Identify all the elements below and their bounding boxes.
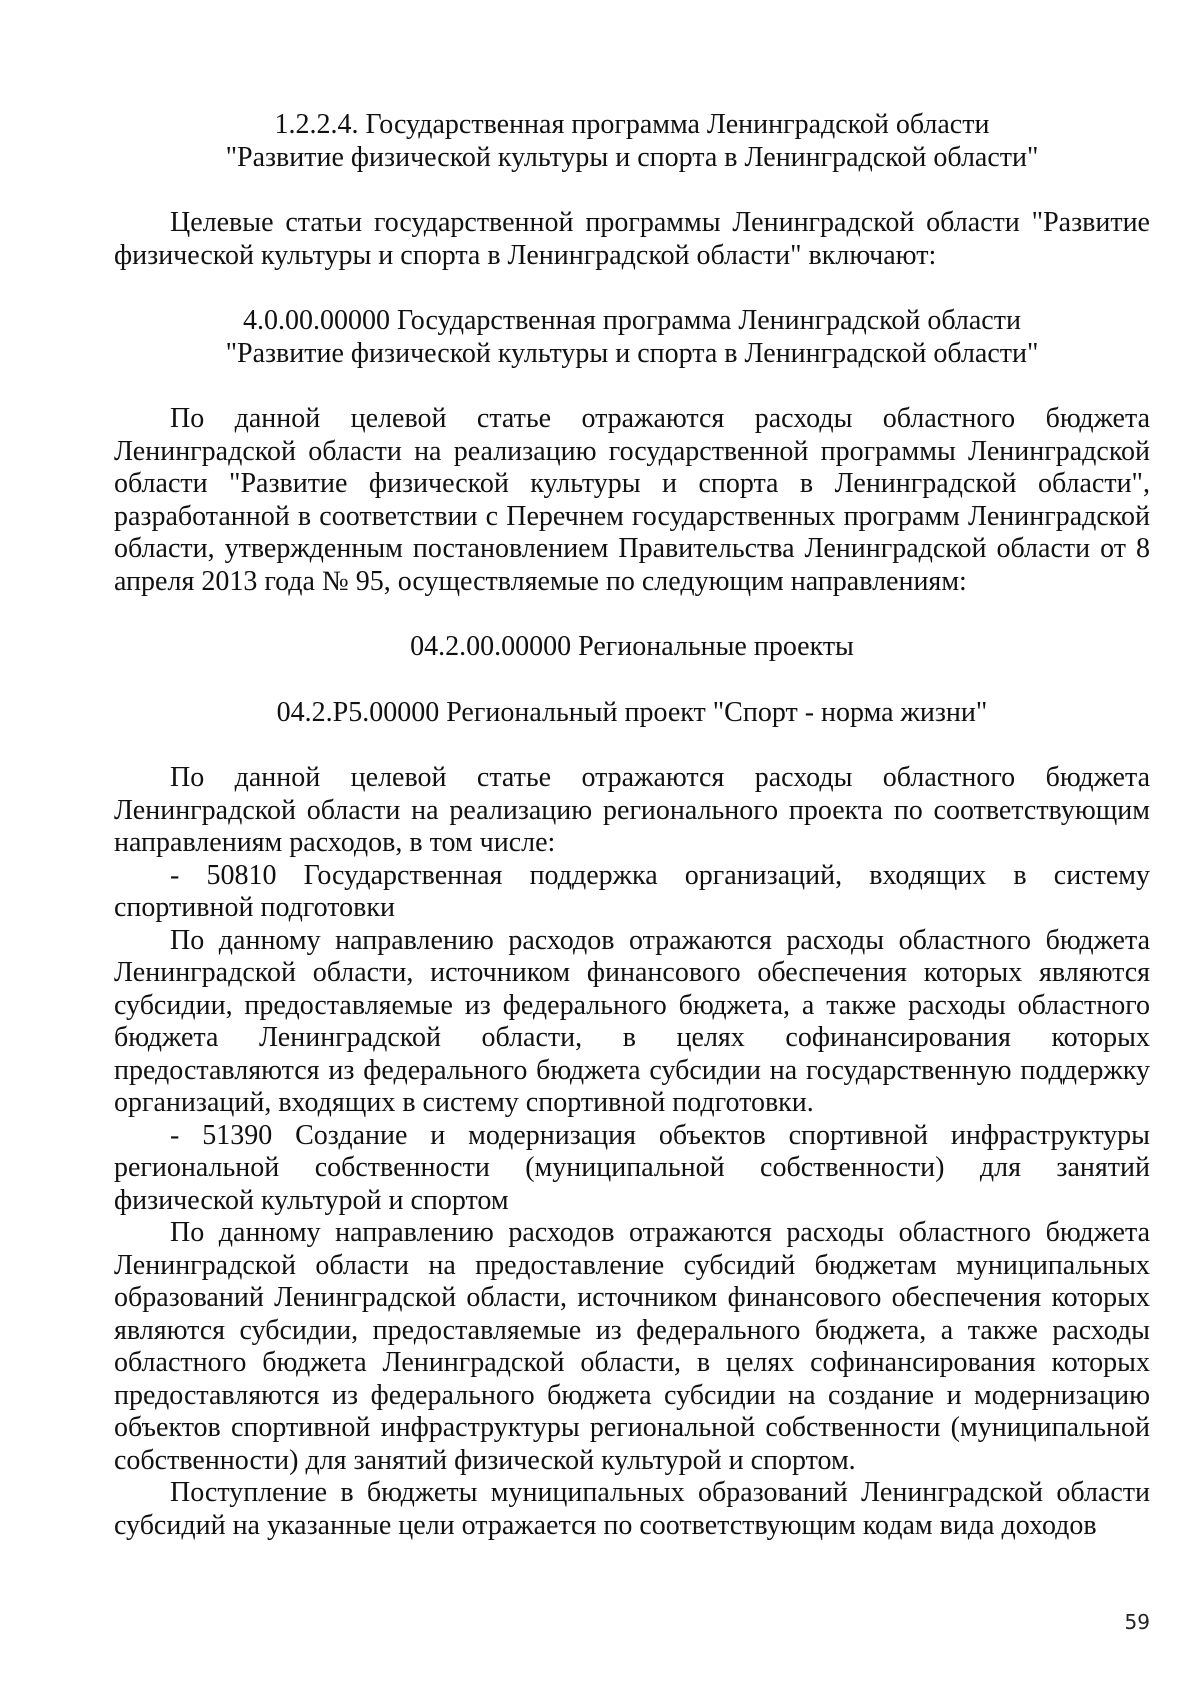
spacer (114, 272, 1150, 305)
spacer (114, 729, 1150, 762)
expense-item-50810: - 50810 Государственная поддержка организаций, входящих в систему спортивной подготовки (114, 859, 1150, 923)
spacer (114, 174, 1150, 207)
expense-item-51390: - 51390 Создание и модернизация объектов спортивной инфраструктуры региональной собственности (муниципальной собственности) для занятий физической культурой и спортом (114, 1119, 1150, 1216)
spacer (114, 664, 1150, 697)
project-heading: 04.2.P5.00000 Региональный проект "Спорт - норма жизни" (276, 696, 988, 728)
project-paragraph: По данной целевой статье отражаются расходы областного бюджета Ленинградской области на реализацию регионального проекта по соответствующим направлениям расходов, в том числе: (114, 762, 1150, 858)
expense-item-51390-description: По данному направлению расходов отражаются расходы областного бюджета Ленинградской области на предоставление субсидий бюджетам муниципальных образований Ленинградской области, источником финансового обеспечения которых являются субсидии, предоставляемые из федерального бюджета, а также расходы областного бюджета Ленинградской области, в целях софинансирования которых предоставляются из федерального бюджета субсидии на создание и модернизацию объектов спортивной инфраструктуры региональной собственности (муниципальной собственности) для занятий физической культурой и спортом. (114, 1217, 1150, 1476)
spacer (114, 370, 1150, 403)
section-heading (114, 109, 1150, 174)
regional-projects-heading: 04.2.00.00000 Региональные проекты (410, 631, 854, 662)
section-heading-line-1: 1.2.2.4. Государственная программа Ленинградской области (274, 109, 990, 140)
spacer (114, 598, 1150, 631)
page-body (114, 109, 1150, 1542)
section-heading-line-2: "Развитие физической культуры и спорта в Ленинградской области" (225, 141, 1039, 173)
program-heading (114, 305, 1150, 370)
expense-item-50810-description: По данному направлению расходов отражаются расходы областного бюджета Ленинградской области, источником финансового обеспечения которых являются субсидии, предоставляемые из федерального бюджета, а также расходы областного бюджета Ленинградской области, в целях софинансирования которых предоставляются из федерального бюджета субсидии на государственную поддержку организаций, входящих в систему спортивной подготовки. (114, 924, 1150, 1118)
closing-paragraph: Поступление в бюджеты муниципальных образований Ленинградской области субсидий на указанные цели отражается по соответствующим кодам вида доходов (114, 1477, 1150, 1541)
program-heading-line-1: 4.0.00.00000 Государственная программа Ленинградской области (243, 305, 1021, 336)
program-paragraph: По данной целевой статье отражаются расходы областного бюджета Ленинградской области на реализацию государственной программы Ленинградской области "Развитие физической культуры и спорта в Ленинградской области", разработанной в соответствии с Перечнем государственных программ Ленинградской области, утвержденным постановлением Правительства Ленинградской области от 8 апреля 2013 года № 95, осуществляемые по следующим направлениям: (114, 403, 1150, 597)
intro-paragraph: Целевые статьи государственной программы Ленинградской области "Развитие физической культуры и спорта в Ленинградской области" включают: (114, 207, 1150, 271)
program-heading-line-2: "Развитие физической культуры и спорта в Ленинградской области" (225, 337, 1039, 369)
page-number: 59 (1124, 1610, 1150, 1634)
